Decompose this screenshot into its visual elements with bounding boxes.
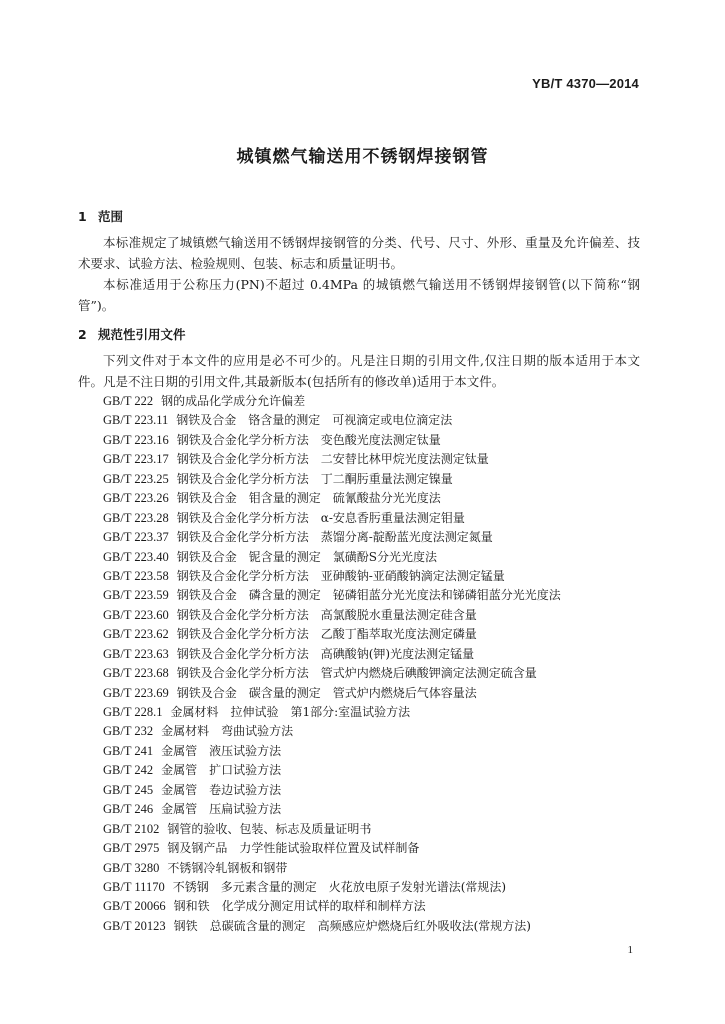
section-title: 规范性引用文件 [98, 327, 186, 342]
reference-code: GB/T 20066 [103, 899, 166, 914]
reference-code: GB/T 228.1 [103, 705, 163, 719]
reference-title: 钢铁及合金化学分析方法 亚砷酸钠-亚硝酸钠滴定法测定锰量 [176, 568, 505, 583]
reference-code: GB/T 242 [103, 763, 154, 778]
reference-item [103, 917, 643, 936]
reference-code: GB/T 223.11 [103, 413, 169, 428]
reference-item [103, 392, 643, 411]
reference-code: GB/T 223.62 [103, 627, 169, 642]
reference-item [103, 897, 643, 916]
reference-code: GB/T 223.16 [103, 432, 169, 447]
reference-code: GB/T 2102 [103, 821, 160, 836]
reference-item [103, 509, 643, 528]
reference-code: GB/T 2975 [103, 841, 160, 856]
section-number: 2 [78, 327, 87, 342]
reference-title: 金属管 压扁试验方法 [161, 802, 282, 817]
reference-code: GB/T 223.40 [103, 549, 169, 564]
reference-item [103, 450, 643, 469]
scope-paragraph-2: 本标准适用于公称压力(PN)不超过 0.4MPa 的城镇燃气输送用不锈钢焊接钢管(以下简称“钢管”)。 [78, 277, 640, 313]
reference-code: GB/T 245 [103, 782, 154, 797]
reference-code: GB/T 223.59 [103, 588, 169, 603]
reference-item [103, 548, 643, 567]
reference-title: 不锈钢冷轧钢板和钢带 [167, 860, 288, 875]
reference-title: 钢管的验收、包装、标志及质量证明书 [167, 821, 372, 836]
reference-title: 钢铁及合金化学分析方法 α-安息香肟重量法测定钼量 [176, 510, 465, 525]
reference-code: GB/T 223.63 [103, 646, 169, 661]
reference-item [103, 781, 643, 800]
reference-item [103, 703, 643, 722]
reference-title: 钢铁及合金 钼含量的测定 硫氰酸盐分光光度法 [176, 491, 441, 506]
reference-title: 钢铁及合金 铌含量的测定 氯磺酚S分光光度法 [176, 549, 437, 564]
reference-item [103, 859, 643, 878]
section-heading-normative-references [78, 325, 186, 343]
reference-item [103, 722, 643, 741]
reference-code: GB/T 223.60 [103, 607, 169, 622]
references-intro-paragraph: 下列文件对于本文件的应用是必不可少的。凡是注日期的引用文件,仅注日期的版本适用于本文件。凡是不注日期的引用文件,其最新版本(包括所有的修改单)适用于本文件。 [78, 353, 640, 389]
reference-title: 钢及钢产品 力学性能试验取样位置及试样制备 [167, 841, 420, 856]
reference-item [103, 645, 643, 664]
reference-code: GB/T 222 [103, 394, 154, 408]
reference-code: GB/T 223.28 [103, 510, 169, 525]
reference-code: GB/T 223.17 [103, 452, 169, 467]
section-heading-scope [78, 207, 123, 225]
reference-item [103, 528, 643, 547]
page-number: 1 [627, 944, 633, 956]
reference-code: GB/T 11170 [103, 879, 165, 894]
reference-title: 钢铁及合金化学分析方法 二安替比林甲烷光度法测定钛量 [176, 452, 489, 467]
reference-item [103, 470, 643, 489]
reference-title: 金属材料 拉伸试验 第1部分:室温试验方法 [170, 705, 411, 719]
reference-item [103, 878, 643, 897]
reference-code: GB/T 223.25 [103, 471, 169, 486]
reference-title: 钢铁及合金化学分析方法 管式炉内燃烧后碘酸钾滴定法测定硫含量 [176, 666, 537, 681]
reference-code: GB/T 241 [103, 743, 154, 758]
reference-code: GB/T 223.37 [103, 530, 169, 545]
scope-paragraph-1: 本标准规定了城镇燃气输送用不锈钢焊接钢管的分类、代号、尺寸、外形、重量及允许偏差、技术要求、试验方法、检验规则、包装、标志和质量证明书。 [78, 235, 640, 271]
section-number: 1 [78, 209, 87, 224]
reference-item [103, 839, 643, 858]
reference-title: 钢和铁 化学成分测定用试样的取样和制样方法 [173, 899, 426, 914]
reference-title: 钢铁 总碳硫含量的测定 高频感应炉燃烧后红外吸收法(常规方法) [173, 918, 531, 933]
reference-title: 钢铁及合金化学分析方法 变色酸光度法测定钛量 [176, 432, 441, 447]
reference-code: GB/T 223.69 [103, 685, 169, 700]
reference-item [103, 761, 643, 780]
reference-title: 钢的成品化学成分允许偏差 [161, 394, 306, 408]
reference-item [103, 586, 643, 605]
reference-list [103, 392, 643, 936]
reference-item [103, 664, 643, 683]
reference-code: GB/T 3280 [103, 860, 160, 875]
reference-code: GB/T 223.58 [103, 568, 169, 583]
reference-code: GB/T 223.68 [103, 666, 169, 681]
reference-code: GB/T 232 [103, 724, 154, 739]
reference-title: 金属材料 弯曲试验方法 [161, 724, 294, 739]
reference-title: 钢铁及合金 铬含量的测定 可视滴定或电位滴定法 [176, 413, 453, 428]
reference-code: GB/T 246 [103, 802, 154, 817]
section-title: 范围 [98, 209, 124, 224]
reference-item [103, 684, 643, 703]
reference-item [103, 606, 643, 625]
reference-item [103, 800, 643, 819]
reference-title: 钢铁及合金化学分析方法 乙酸丁酯萃取光度法测定磷量 [176, 627, 477, 642]
reference-item [103, 431, 643, 450]
reference-item [103, 625, 643, 644]
reference-title: 金属管 扩口试验方法 [161, 763, 282, 778]
reference-code: GB/T 223.26 [103, 491, 169, 506]
reference-title: 金属管 卷边试验方法 [161, 782, 282, 797]
reference-item [103, 489, 643, 508]
reference-item [103, 567, 643, 586]
standard-code: YB/T 4370—2014 [532, 76, 639, 91]
reference-title: 钢铁及合金化学分析方法 丁二酮肟重量法测定镍量 [176, 471, 453, 486]
document-title: 城镇燃气输送用不锈钢焊接钢管 [236, 147, 489, 167]
reference-title: 金属管 液压试验方法 [161, 743, 282, 758]
reference-title: 不锈钢 多元素含量的测定 火花放电原子发射光谱法(常规法) [172, 879, 507, 894]
reference-title: 钢铁及合金 磷含量的测定 铋磷钼蓝分光光度法和锑磷钼蓝分光光度法 [176, 588, 561, 603]
reference-title: 钢铁及合金化学分析方法 蒸馏分离-靛酚蓝光度法测定氮量 [176, 530, 493, 545]
reference-title: 钢铁及合金 碳含量的测定 管式炉内燃烧后气体容量法 [176, 685, 477, 700]
reference-item [103, 820, 643, 839]
reference-item [103, 742, 643, 761]
reference-code: GB/T 20123 [103, 918, 166, 933]
reference-title: 钢铁及合金化学分析方法 高氯酸脱水重量法测定硅含量 [176, 607, 477, 622]
reference-title: 钢铁及合金化学分析方法 高碘酸钠(钾)光度法测定锰量 [176, 646, 475, 661]
reference-item [103, 411, 643, 430]
